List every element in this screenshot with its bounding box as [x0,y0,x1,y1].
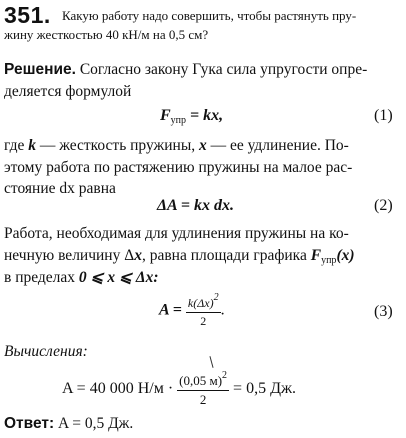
calc-rhs: = 0,5 Дж. [233,380,297,397]
p3-text-a: нечную величину Δ [4,247,135,264]
eq3-num-sup: 2 [213,292,219,303]
calc-equation [62,370,296,408]
problem-number: 351. [4,2,51,28]
calc-denominator: 2 [199,392,207,407]
calc-lhs: A = 40 000 Н/м · [62,380,174,397]
calc-fraction [177,370,229,408]
equation-1-number: (1) [374,107,393,124]
stray-tick-mark [209,356,213,368]
solution-heading: Решение. [4,61,76,78]
solution-line-2: деляется формулой [4,83,132,100]
paragraph-2-line-1 [4,137,349,155]
equation-3 [159,292,225,329]
p2-var-k: k [28,137,36,154]
solution-line-1 [4,61,367,79]
eq3-fraction [186,292,221,329]
answer-line [4,415,133,433]
p3-var-Fx: (x) [336,247,355,264]
p2-text-b: — жесткость пружины, [35,137,199,154]
equation-3-number: (3) [374,303,393,320]
equation-1 [160,107,223,126]
paragraph-3-line-3 [4,268,159,287]
eq3-denominator: 2 [200,314,207,328]
calc-heading: Вычисления: [4,343,88,360]
calc-num-expr: (0,05 м) [179,373,223,388]
eq3-tail: . [220,301,225,319]
problem-question-line-2: жину жесткостью 40 кН/м на 0,5 см? [4,27,209,42]
answer-label: Ответ: [4,415,55,432]
p3-range: 0 ⩽ x ⩽ Δx: [78,269,159,286]
equation-2-number: (2) [374,197,393,214]
p2-var-x: x [198,137,207,154]
eq1-rhs: = kx, [186,107,224,124]
equation-2: ΔA = kx dx. [157,197,234,214]
eq1-lhs-sub: упр [170,115,187,126]
paragraph-2-line-3: стояние dx равна [4,180,116,197]
eq1-lhs: F [160,107,171,124]
eq3-numerator [186,292,221,313]
p3-var-x: x [134,247,142,264]
p2-text-c: — ее удлинение. По- [206,137,349,154]
calc-num-sup: 2 [222,370,228,381]
paragraph-3-line-1: Работа, необходимая для удлинения пружины на ко- [4,225,349,242]
solution-text: Согласно закону Гука сила упругости опре- [75,61,368,78]
p3-text-c: в пределах [4,269,79,286]
problem-question-line-1: Какую работу надо совершить, чтобы растянуть пру- [62,8,357,23]
p2-text-a: где [4,137,29,154]
eq3-num-expr: k(Δx) [187,296,214,310]
p3-var-F-sub: упр [321,255,337,266]
paragraph-3-line-2 [4,247,355,266]
p3-var-F: F [310,247,322,264]
p3-text-b: , равна площади графика [141,247,311,264]
eq3-lhs: A = [159,301,182,319]
paragraph-2-line-2: этому работа по растяжению пружины на малое рас- [4,159,353,176]
answer-value: A = 0,5 Дж. [54,415,134,432]
calc-numerator [177,370,229,391]
